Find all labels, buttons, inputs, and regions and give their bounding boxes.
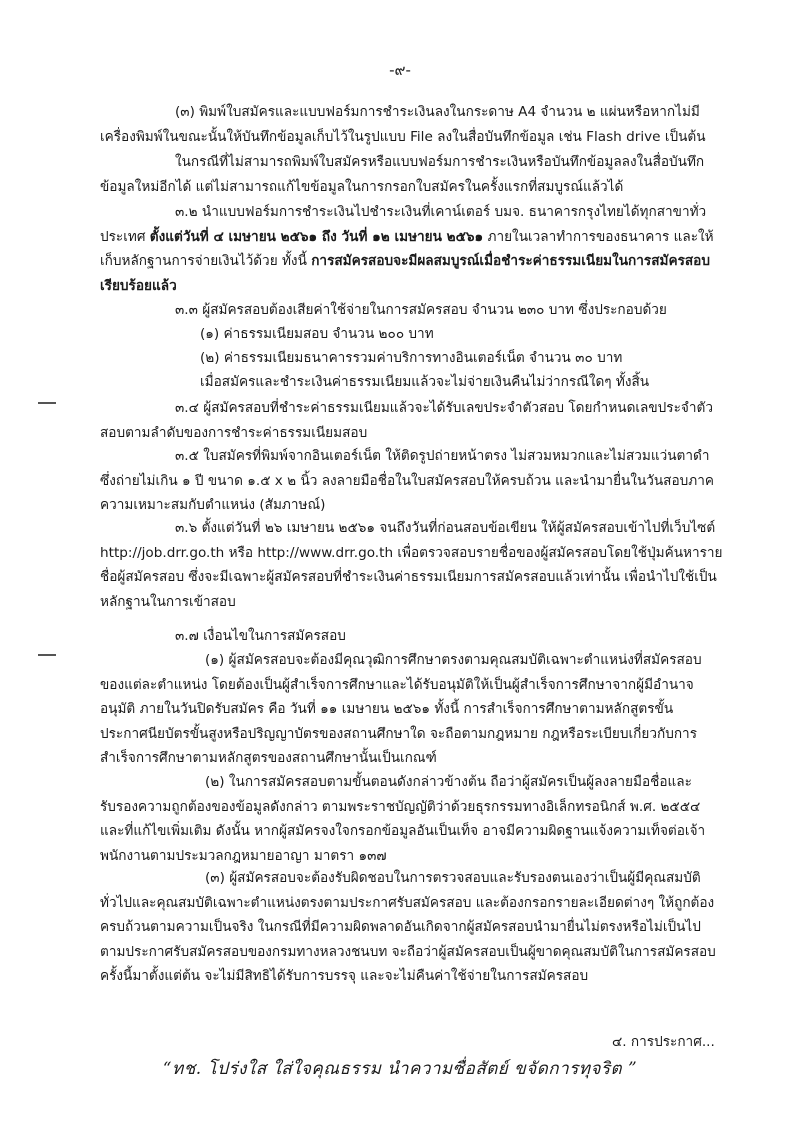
condition-1: (๑) ผู้สมัครสอบจะต้องมีคุณวุฒิการศึกษาตรงตามคุณสมบัติเฉพาะตำแหน่งที่สมัครสอบของแต่ละตำแหน่ง โดยต้องเป็นผู้สำเร็จการศึกษาและได้รับอนุมัติให้เป็นผู้สำเร็จการศึกษาจากผู้มีอำนาจอนุมัติ ภายในวันปิดรับสมัคร คือ วันที่ ๑๑ เมษายน ๒๕๖๑ ทั้งนี้ การสำเร็จการศึกษาตามหลักสูตรขั้นประกาศนียบัตรขั้นสูงหรือปริญญาบัตรของสถานศึกษาใด จะถือตามกฎหมาย กฎหรือระเบียบเกี่ยวกับการสำเร็จการศึกษาตามหลักสูตรของสถานศึกษานั้นเป็นเกณฑ์ (100, 652, 702, 766)
motto: “ทช. โปร่งใส ใส่ใจคุณธรรม นำความซื่อสัตย์ ขจัดการทุจริต ” (162, 1059, 638, 1079)
paragraph-3-2 (100, 200, 725, 298)
condition-3: (๓) ผู้สมัครสอบจะต้องรับผิดชอบในการตรวจสอบและรับรองตนเองว่าเป็นผู้มีคุณสมบัติทั่วไปและคุณสมบัติเฉพาะตำแหน่งตรงตามประกาศรับสมัครสอบ และต้องกรอกรายละเอียดต่างๆ ให้ถูกต้องครบถ้วนตามความเป็นจริง ในกรณีที่มีความผิดพลาดอันเกิดจากผู้สมัครสอบนำมายื่นไม่ตรงหรือไม่เป็นไปตามประกาศรับสมัครสอบของกรมทางหลวงชนบท จะถือว่าผู้สมัครสอบเป็นผู้ขาดคุณสมบัติในการสมัครสอบครั้งนี้มาตั้งแต่ต้น จะไม่มีสิทธิได้รับการบรรจุ และจะไม่คืนค่าใช้จ่ายในการสมัครสอบ (100, 870, 716, 984)
fee-note: เมื่อสมัครและชำระเงินค่าธรรมเนียมแล้วจะไม่จ่ายเงินคืนไม่ว่ากรณีใดๆ ทั้งสิ้น (200, 374, 650, 390)
p3-2-text-a: ๓.๒ นำแบบฟอร์มการชำระเงินไปชำระเงินที่เคาน์เตอร์ บมจ. ธนาคารกรุงไทยได้ทุกสาขาทั่วประเทศ (100, 204, 707, 245)
fee-item-2: (๒) ค่าธรรมเนียมธนาคารรวมค่าบริการทางอินเตอร์เน็ต จำนวน ๓๐ บาท (200, 350, 623, 366)
paragraph-3-3: ๓.๓ ผู้สมัครสอบต้องเสียค่าใช้จ่ายในการสมัครสอบ จำนวน ๒๓๐ บาท ซึ่งประกอบด้วย (175, 302, 667, 318)
paragraph-3-6: ๓.๖ ตั้งแต่วันที่ ๒๖ เมษายน ๒๕๖๑ จนถึงวันที่ก่อนสอบข้อเขียน ให้ผู้สมัครสอบเข้าไปที่เว็บไซต์ http://job.drr.go.th หรือ http://www.drr.go.th เพื่อตรวจสอบรายชื่อของผู้สมัครสอบโดยใช้ปุ่มค้นหารายชื่อผู้สมัครสอบ ซึ่งจะมีเฉพาะผู้สมัครสอบที่ชำระเงินค่าธรรมเนียมการสมัครสอบแล้วเท่านั้น เพื่อนำไปใช้เป็นหลักฐานในการเข้าสอบ (100, 520, 723, 610)
p3-2-text-c: ภายในเวลาทำการของธนาคาร และให้เก็บหลักฐานการจ่ายเงินไว้ด้วย ทั้งนี้ (100, 228, 714, 269)
paragraph-3-4: ๓.๔ ผู้สมัครสอบที่ชำระค่าธรรมเนียมแล้วจะได้รับเลขประจำตัวสอบ โดยกำหนดเลขประจำตัวสอบตามลำดับของการชำระค่าธรรมเนียมสอบ (100, 400, 713, 441)
paragraph-note: ในกรณีที่ไม่สามารถพิมพ์ใบสมัครหรือแบบฟอร์มการชำระเงินหรือบันทึกข้อมูลลงในสื่อบันทึกข้อมูลใหม่อีกได้ แต่ไม่สามารถแก้ไขข้อมูลในการกรอกใบสมัครในครั้งแรกที่สมบูรณ์แล้วได้ (100, 154, 705, 195)
margin-mark (38, 402, 56, 404)
p3-2-emphasis: การสมัครสอบจะมีผลสมบูรณ์เมื่อชำระค่าธรรมเนียมในการสมัครสอบเรียบร้อยแล้ว (100, 253, 710, 294)
margin-mark-2 (38, 654, 56, 656)
paragraph-3-print: (๓) พิมพ์ใบสมัครและแบบฟอร์มการชำระเงินลงในกระดาษ A4 จำนวน ๒ แผ่นหรือหากไม่มีเครื่องพิมพ์ในขณะนั้นให้บันทึกข้อมูลเก็บไว้ในรูปแบบ File ลงในสื่อบันทึกข้อมูล เช่น Flash drive เป็นต้น (100, 104, 706, 145)
condition-2: (๒) ในการสมัครสอบตามขั้นตอนดังกล่าวข้างต้น ถือว่าผู้สมัครเป็นผู้ลงลายมือชื่อและรับรองความถูกต้องของข้อมูลดังกล่าว ตามพระราชบัญญัติว่าด้วยธุรกรรมทางอิเล็กทรอนิกส์ พ.ศ. ๒๕๕๔ และที่แก้ไขเพิ่มเติม ดังนั้น หากผู้สมัครจงใจกรอกข้อมูลอันเป็นเท็จ อาจมีความผิดฐานแจ้งความเท็จต่อเจ้าพนักงานตามประมวลกฎหมายอาญา มาตรา ๑๓๗ (100, 774, 706, 864)
paragraph-3-7: ๓.๗ เงื่อนไขในการสมัครสอบ (175, 628, 346, 644)
fee-item-1: (๑) ค่าธรรมเนียมสอบ จำนวน ๒๐๐ บาท (200, 326, 434, 342)
page-number: -๙- (389, 61, 411, 79)
paragraph-3-5: ๓.๕ ใบสมัครที่พิมพ์จากอินเตอร์เน็ต ให้ติดรูปถ่ายหน้าตรง ไม่สวมหมวกและไม่สวมแว่นตาดำซึ่งถ่ายไม่เกิน ๑ ปี ขนาด ๑.๕ x ๒ นิ้ว ลงลายมือชื่อในใบสมัครสอบให้ครบถ้วน และนำมายื่นในวันสอบภาคความเหมาะสมกับตำแหน่ง (สัมภาษณ์) (100, 448, 714, 513)
p3-2-dates: ตั้งแต่วันที่ ๔ เมษายน ๒๕๖๑ ถึง วันที่ ๑๒ เมษายน ๒๕๖๑ (149, 228, 484, 245)
continuation-note: ๔. การประกาศ... (612, 1034, 715, 1050)
